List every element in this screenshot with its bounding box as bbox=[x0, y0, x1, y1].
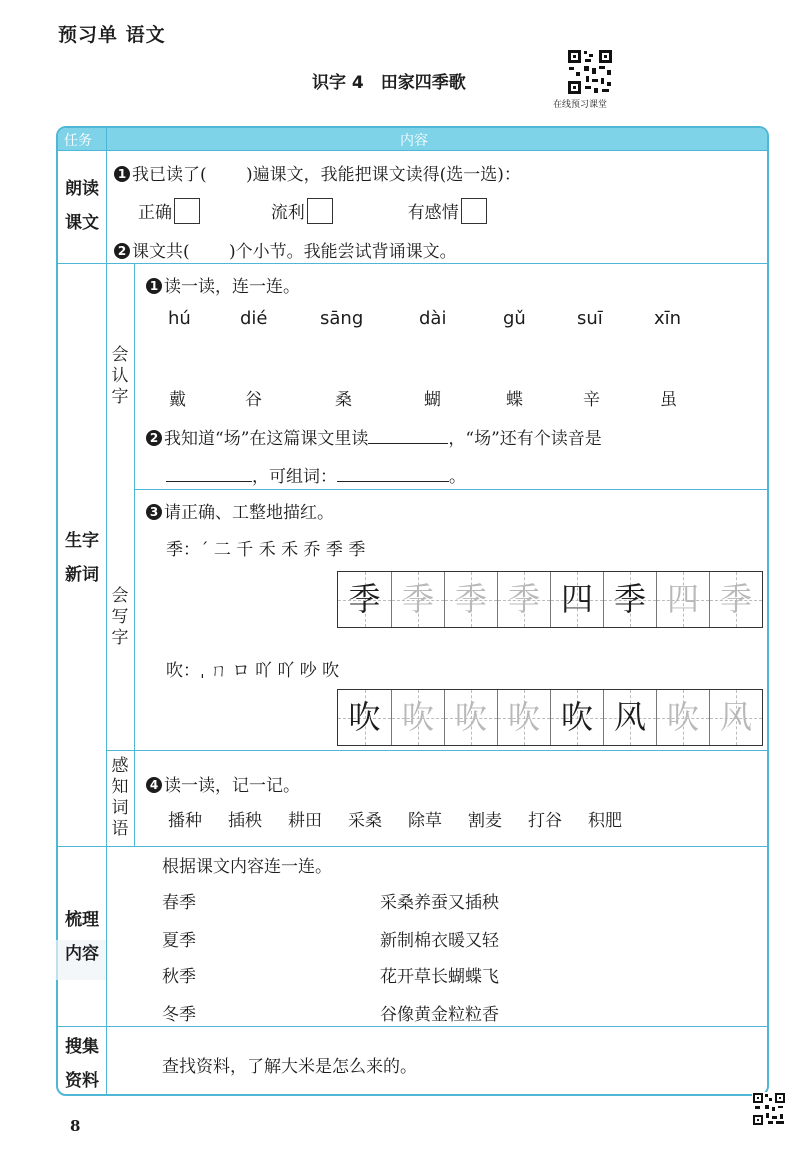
sub-label-write: 会写字 bbox=[111, 586, 129, 648]
read-options bbox=[138, 198, 487, 224]
number-3-icon: 3 bbox=[146, 504, 162, 520]
hanzi-1[interactable]: 戴 bbox=[169, 390, 186, 410]
table-header-task: 任务 bbox=[64, 133, 92, 149]
vocab-word: 割麦 bbox=[468, 811, 502, 831]
phrase-2[interactable]: 新制棉衣暖又轻 bbox=[380, 931, 499, 951]
sub-column-divider bbox=[134, 263, 135, 846]
grid-cell-trace[interactable]: 季 bbox=[709, 572, 762, 627]
pinyin-3[interactable]: sāng bbox=[320, 308, 364, 329]
phrase-1[interactable]: 采桑养蚕又插秧 bbox=[380, 893, 499, 913]
pinyin-7[interactable]: xīn bbox=[654, 308, 682, 329]
option-fluent-label: 流利 bbox=[270, 203, 305, 223]
grid-cell[interactable]: 季 bbox=[338, 572, 391, 627]
season-spring[interactable]: 春季 bbox=[162, 893, 196, 913]
answer-blank-3[interactable] bbox=[337, 463, 449, 482]
row-divider bbox=[58, 846, 767, 847]
phrase-4[interactable]: 谷像黄金粒粒香 bbox=[380, 1005, 499, 1025]
writing-grid-chui[interactable] bbox=[337, 689, 763, 746]
hanzi-5[interactable]: 蝶 bbox=[506, 390, 523, 410]
grid-cell[interactable]: 四 bbox=[550, 572, 603, 627]
page-header-title: 预习单 语文 bbox=[58, 24, 166, 46]
row-divider bbox=[134, 489, 767, 490]
vocab-word: 积肥 bbox=[588, 811, 622, 831]
perceive-question-4: 4 读一读，记一记。 bbox=[146, 771, 300, 796]
sub-label-perceive: 感知词语 bbox=[111, 756, 129, 839]
table-header-content: 内容 bbox=[400, 133, 428, 149]
stroke-order-chui: 吹：ˌ ㄇ ロ 吖 吖 吵 吹 bbox=[166, 661, 340, 681]
pinyin-4[interactable]: dài bbox=[419, 308, 447, 329]
grid-cell[interactable]: 季 bbox=[603, 572, 656, 627]
lesson-title: 识字 4 田家四季歌 bbox=[312, 73, 466, 93]
number-1-icon: 1 bbox=[114, 166, 130, 182]
row-divider bbox=[58, 263, 767, 264]
grid-cell-trace[interactable]: 吹 bbox=[497, 690, 550, 745]
hanzi-3[interactable]: 桑 bbox=[335, 390, 352, 410]
recognize-question-2-cont: ，可组词： 。 bbox=[166, 462, 466, 487]
pinyin-6[interactable]: suī bbox=[577, 308, 603, 329]
hanzi-2[interactable]: 谷 bbox=[245, 390, 262, 410]
grid-cell[interactable]: 吹 bbox=[338, 690, 391, 745]
grid-cell-trace[interactable]: 风 bbox=[709, 690, 762, 745]
section-label-collect: 搜集 资料 bbox=[65, 1037, 99, 1091]
write-question-3: 3 请正确、工整地描红。 bbox=[146, 498, 334, 523]
option-emotion-label: 有感情 bbox=[407, 203, 459, 223]
answer-blank-1[interactable] bbox=[368, 425, 448, 444]
read-question-2: 2 课文共( )个小节。我能尝试背诵课文。 bbox=[114, 237, 457, 262]
number-2-icon: 2 bbox=[146, 430, 162, 446]
vocab-word: 除草 bbox=[408, 811, 442, 831]
grid-cell-trace[interactable]: 吹 bbox=[656, 690, 709, 745]
option-correct-label: 正确 bbox=[138, 203, 172, 223]
number-2-icon: 2 bbox=[114, 243, 130, 259]
column-divider bbox=[106, 128, 107, 1094]
qr-code-icon[interactable] bbox=[566, 48, 614, 96]
section-label-sort: 梳理 内容 bbox=[65, 910, 99, 964]
hanzi-7[interactable]: 虽 bbox=[660, 390, 677, 410]
row-divider bbox=[106, 750, 767, 751]
page-number: 8 bbox=[70, 1117, 81, 1135]
grid-cell-trace[interactable]: 四 bbox=[656, 572, 709, 627]
grid-cell-trace[interactable]: 吹 bbox=[444, 690, 497, 745]
sub-label-recognize: 会认字 bbox=[111, 345, 129, 407]
pinyin-1[interactable]: hú bbox=[168, 308, 191, 329]
read-question-1: 1 我已读了( )遍课文，我能把课文读得(选一选)： bbox=[114, 160, 521, 185]
recognize-question-1: 1 读一读，连一连。 bbox=[146, 272, 300, 297]
vocab-word: 插秧 bbox=[228, 811, 262, 831]
phrase-3[interactable]: 花开草长蝴蝶飞 bbox=[380, 967, 499, 987]
pinyin-5[interactable]: gǔ bbox=[503, 308, 526, 329]
sort-instruction: 根据课文内容连一连。 bbox=[162, 857, 332, 877]
qr-code-icon[interactable] bbox=[752, 1092, 786, 1126]
season-winter[interactable]: 冬季 bbox=[162, 1005, 196, 1025]
vocab-word: 打谷 bbox=[528, 811, 562, 831]
row-divider bbox=[58, 150, 767, 151]
grid-cell[interactable]: 吹 bbox=[550, 690, 603, 745]
option-emotion-checkbox[interactable] bbox=[461, 198, 487, 224]
grid-cell-trace[interactable]: 季 bbox=[391, 572, 444, 627]
vocab-word: 播种 bbox=[168, 811, 202, 831]
section-label-chars: 生字 新词 bbox=[65, 531, 99, 585]
vocab-list bbox=[168, 806, 648, 831]
hanzi-6[interactable]: 辛 bbox=[583, 390, 600, 410]
grid-cell-trace[interactable]: 季 bbox=[444, 572, 497, 627]
pinyin-2[interactable]: dié bbox=[240, 308, 268, 329]
recognize-question-2: 2 我知道“场”在这篇课文里读 ，“场”还有个读音是 bbox=[146, 424, 602, 449]
option-fluent-checkbox[interactable] bbox=[307, 198, 333, 224]
number-1-icon: 1 bbox=[146, 278, 162, 294]
number-4-icon: 4 bbox=[146, 777, 162, 793]
season-summer[interactable]: 夏季 bbox=[162, 931, 196, 951]
grid-cell-trace[interactable]: 季 bbox=[497, 572, 550, 627]
grid-cell[interactable]: 风 bbox=[603, 690, 656, 745]
section-label-read: 朗读 课文 bbox=[65, 179, 99, 233]
grid-cell-trace[interactable]: 吹 bbox=[391, 690, 444, 745]
writing-grid-ji[interactable] bbox=[337, 571, 763, 628]
vocab-word: 耕田 bbox=[288, 811, 322, 831]
answer-blank-2[interactable] bbox=[166, 463, 252, 482]
season-autumn[interactable]: 秋季 bbox=[162, 967, 196, 987]
vocab-word: 采桑 bbox=[348, 811, 382, 831]
option-correct-checkbox[interactable] bbox=[174, 198, 200, 224]
collect-task: 查找资料，了解大米是怎么来的。 bbox=[162, 1057, 417, 1077]
row-divider bbox=[58, 1026, 767, 1027]
stroke-order-ji: 季：ˊ 二 千 禾 禾 乔 季 季 bbox=[166, 540, 366, 560]
hanzi-4[interactable]: 蝴 bbox=[424, 390, 441, 410]
qr-label: 在线预习课堂 bbox=[553, 100, 608, 110]
